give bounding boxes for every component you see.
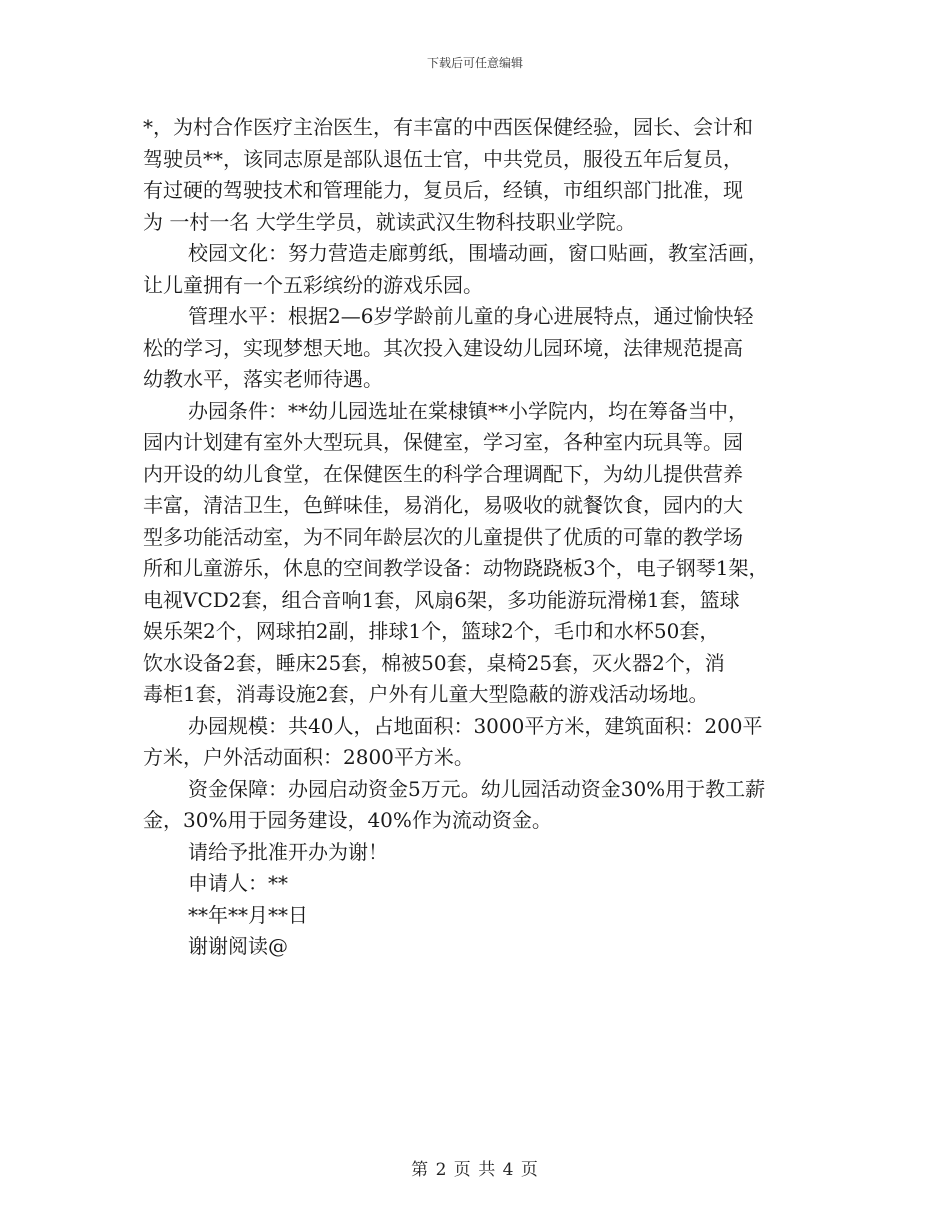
text-line: 所和儿童游乐，休息的空间教学设备：动物跷跷板3个，电子钢琴1架，: [143, 556, 769, 580]
text-line: *，为村合作医疗主治医生，有丰富的中西医保健经验，园长、会计和: [143, 115, 753, 139]
paragraph-funding: 资金保障：办园启动资金5万元。幼儿园活动资金30%用于教工薪: [188, 776, 766, 801]
paragraph-scale: 办园规模：共40人，占地面积：3000平方米，建筑面积：200平: [188, 713, 763, 738]
text-line: 金，30%用于园务建设，40%作为流动资金。: [143, 808, 552, 832]
paragraph-conditions: 办园条件：**幼儿园选址在棠棣镇**小学院内，均在筹备当中，: [188, 398, 748, 423]
applicant-line: 申请人：**: [188, 871, 288, 895]
text-line: 内开设的幼儿食堂，在保健医生的科学合理调配下，为幼儿提供营养: [143, 461, 743, 486]
text-line: 松的学习，实现梦想天地。其次投入建设幼儿园环境，法律规范提高: [143, 335, 743, 360]
text-line: 让儿童拥有一个五彩缤纷的游戏乐园。: [143, 272, 483, 297]
document-body: [143, 112, 843, 963]
text-line: 驾驶员**，该同志原是部队退伍士官，中共党员，服役五年后复员，: [143, 146, 743, 171]
text-line: 型多功能活动室，为不同年龄层次的儿童提供了优质的可靠的教学场: [143, 524, 743, 549]
text-line: 丰富，清洁卫生，色鲜味佳，易消化，易吸收的就餐饮食，园内的大: [143, 493, 743, 517]
page-header: 下载后可任意编辑: [426, 56, 523, 70]
page-number: 第 2 页 共 4 页: [411, 1160, 539, 1180]
paragraph-campus-culture: 校园文化：努力营造走廊剪纸，围墙动画，窗口贴画，教室活画，: [188, 241, 768, 265]
text-line: 有过硬的驾驶技术和管理能力，复员后，经镇，市组织部门批准，现: [143, 178, 743, 202]
thanks-line: 谢谢阅读@: [188, 934, 288, 958]
date-line: **年**月**日: [188, 902, 308, 927]
text-line: 电视VCD2套，组合音响1套，风扇6架，多功能游玩滑梯1套，篮球: [143, 587, 740, 612]
text-line: 方米，户外活动面积：2800平方米。: [143, 745, 474, 769]
text-line: 毒柜1套，消毒设施2套，户外有儿童大型隐蔽的游戏活动场地。: [143, 682, 709, 706]
text-line: 园内计划建有室外大型玩具，保健室，学习室，各种室内玩具等。园: [143, 430, 743, 454]
text-line: 幼教水平，落实老师待遇。: [143, 367, 383, 391]
text-line: 娱乐架2个，网球拍2副，排球1个，篮球2个，毛巾和水杯50套，: [143, 619, 720, 643]
text-line: 为 一村一名 大学生学员，就读武汉生物科技职业学院。: [143, 209, 636, 234]
paragraph-management-level: 管理水平：根据2—6岁学龄前儿童的身心进展特点，通过愉快轻: [188, 304, 754, 328]
text-line: 饮水设备2套，睡床25套，棉被50套，桌椅25套，灭火器2个，消: [143, 650, 725, 675]
closing-request: 请给予批准开办为谢！: [188, 839, 388, 864]
